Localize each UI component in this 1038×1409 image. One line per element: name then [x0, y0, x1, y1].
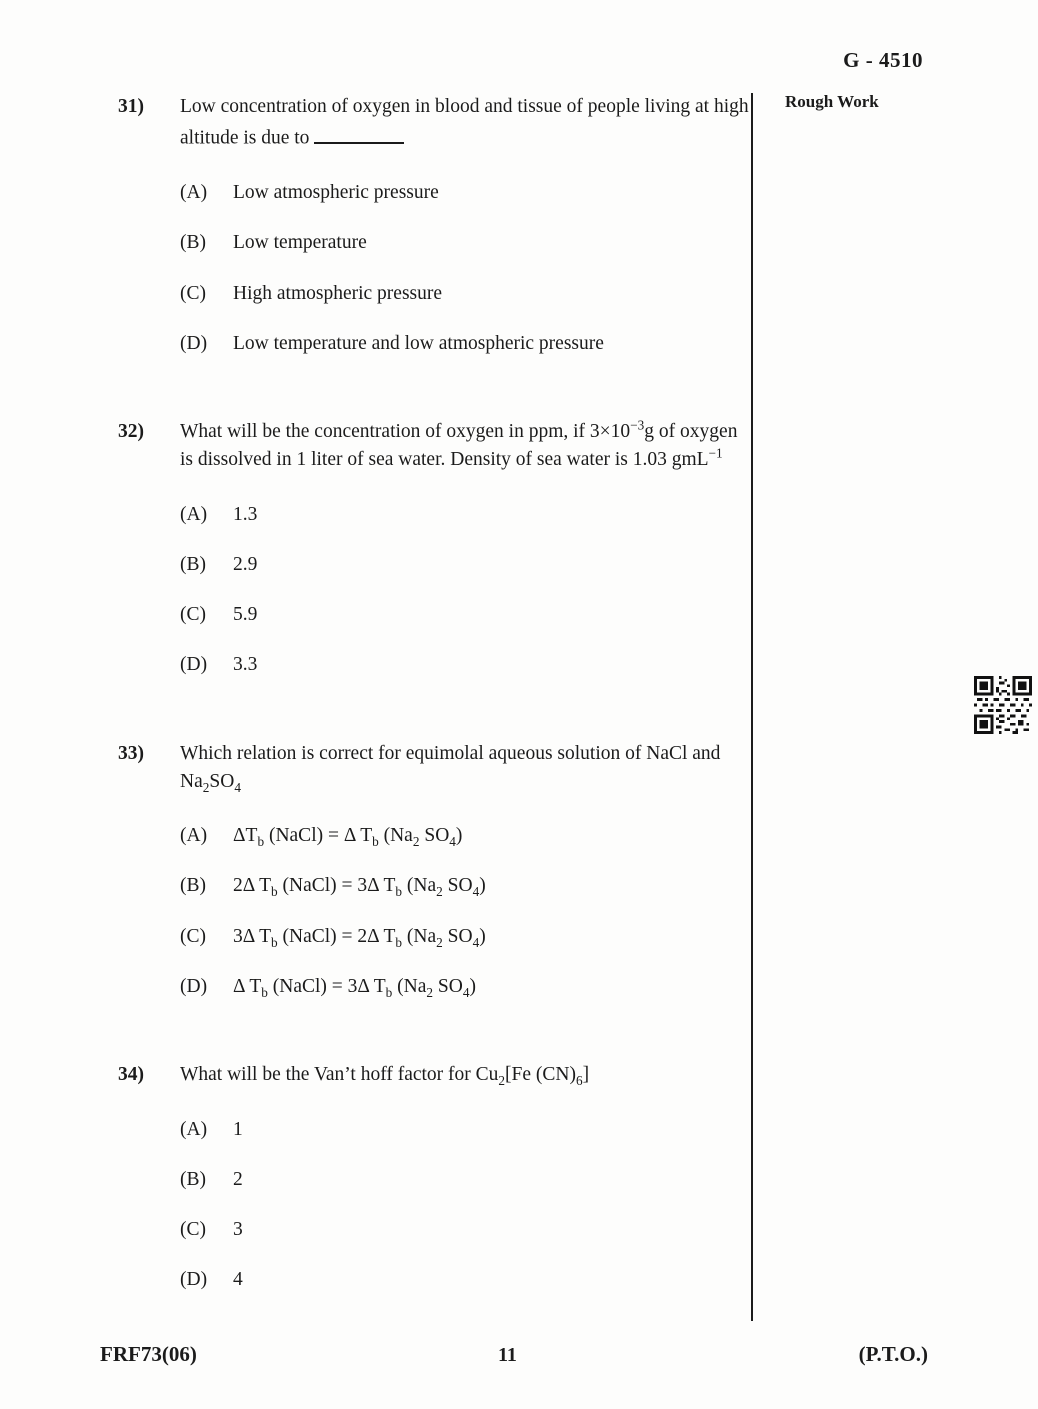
option-row — [180, 179, 750, 207]
option-text: 5.9 — [233, 604, 258, 626]
option-text: $\Delta T_b$ (NaCl) = Δ $T_b$ ($Na_2$ $SO_4$) — [233, 825, 463, 850]
option-row — [180, 330, 750, 358]
option-text: 1 — [233, 1118, 243, 1140]
option-label: (A) — [180, 1118, 208, 1140]
option-text: 3.3 — [233, 654, 258, 676]
qr-code-icon — [974, 676, 1032, 734]
option-label: (B) — [180, 1168, 206, 1190]
option-row — [180, 501, 750, 529]
option-row — [180, 1116, 750, 1144]
question-number: 31) — [118, 96, 144, 117]
question-text: What will be the concentration of oxygen in ppm, if $3\times 10^{-3}g$ of oxygen is dissolved in 1 liter of sea water. Density of sea water is 1.03 gmL$^{-1}$ — [180, 417, 738, 471]
column-divider — [751, 93, 753, 1321]
option-label: (B) — [180, 875, 206, 897]
option-label: (C) — [180, 604, 206, 626]
option-row — [180, 551, 750, 579]
option-text: 1.3 — [233, 503, 258, 525]
option-row — [180, 822, 750, 850]
question-number: 32) — [118, 421, 144, 443]
options-list — [180, 1116, 750, 1295]
option-label: (A) — [180, 182, 208, 203]
option-text: Δ $T_b$ (NaCl) = 3Δ $T_b$ ($Na_2$ $SO_4$) — [233, 975, 476, 1000]
option-text: 2Δ $T_b$ (NaCl) = 3Δ $T_b$ ($Na_2$ $SO_4$) — [233, 875, 486, 900]
options-list — [180, 822, 750, 1001]
question-block — [118, 740, 750, 1002]
option-label: (C) — [180, 282, 206, 304]
question-text: Low concentration of oxygen in blood and tissue of people living at high altitude is due to — [180, 96, 749, 149]
question-block — [118, 93, 750, 358]
option-text: Low temperature and low atmospheric pressure — [233, 332, 604, 354]
paper-code: G - 4510 — [843, 48, 923, 72]
options-list — [180, 501, 750, 680]
option-label: (D) — [180, 654, 208, 676]
option-row — [180, 229, 750, 257]
option-row — [180, 973, 750, 1001]
questions-area — [118, 93, 750, 1355]
option-text: 3Δ $T_b$ (NaCl) = 2Δ $T_b$ ($Na_2$ $SO_4$) — [233, 925, 486, 950]
question-text: What will be the Van’t hoff factor for $Cu_2[Fe$ $(CN)_6$] — [180, 1064, 590, 1089]
option-label: (A) — [180, 503, 208, 525]
question-block — [118, 1061, 750, 1294]
option-text: 2 — [233, 1168, 243, 1190]
answer-blank — [314, 121, 404, 143]
option-label: (D) — [180, 1269, 208, 1291]
footer-form-code: FRF73(06) — [100, 1342, 197, 1366]
option-row — [180, 923, 750, 951]
option-text: 4 — [233, 1269, 243, 1291]
option-label: (C) — [180, 1219, 206, 1241]
question-number: 34) — [118, 1064, 144, 1086]
option-row — [180, 280, 750, 308]
option-row — [180, 601, 750, 629]
option-row — [180, 1216, 750, 1244]
option-label: (B) — [180, 553, 206, 575]
question-number: 33) — [118, 742, 144, 764]
question-block — [118, 418, 750, 680]
rough-work-label: Rough Work — [785, 92, 879, 111]
option-label: (C) — [180, 925, 206, 947]
option-row — [180, 1166, 750, 1194]
option-label: (A) — [180, 825, 208, 847]
option-text: High atmospheric pressure — [233, 282, 443, 304]
option-label: (D) — [180, 975, 208, 997]
option-text: Low temperature — [233, 232, 367, 254]
question-text: Which relation is correct for equimolal aqueous solution of NaCl and $Na_2SO_4$ — [180, 742, 721, 795]
option-text: 3 — [233, 1219, 243, 1241]
footer-pto: (P.T.O.) — [858, 1342, 928, 1366]
options-list — [180, 179, 750, 358]
page-number: 11 — [498, 1344, 517, 1366]
option-text: 2.9 — [233, 553, 258, 575]
option-label: (B) — [180, 232, 206, 254]
option-row — [180, 651, 750, 679]
option-text: Low atmospheric pressure — [233, 182, 439, 203]
option-row — [180, 872, 750, 900]
option-label: (D) — [180, 332, 208, 354]
option-row — [180, 1266, 750, 1294]
